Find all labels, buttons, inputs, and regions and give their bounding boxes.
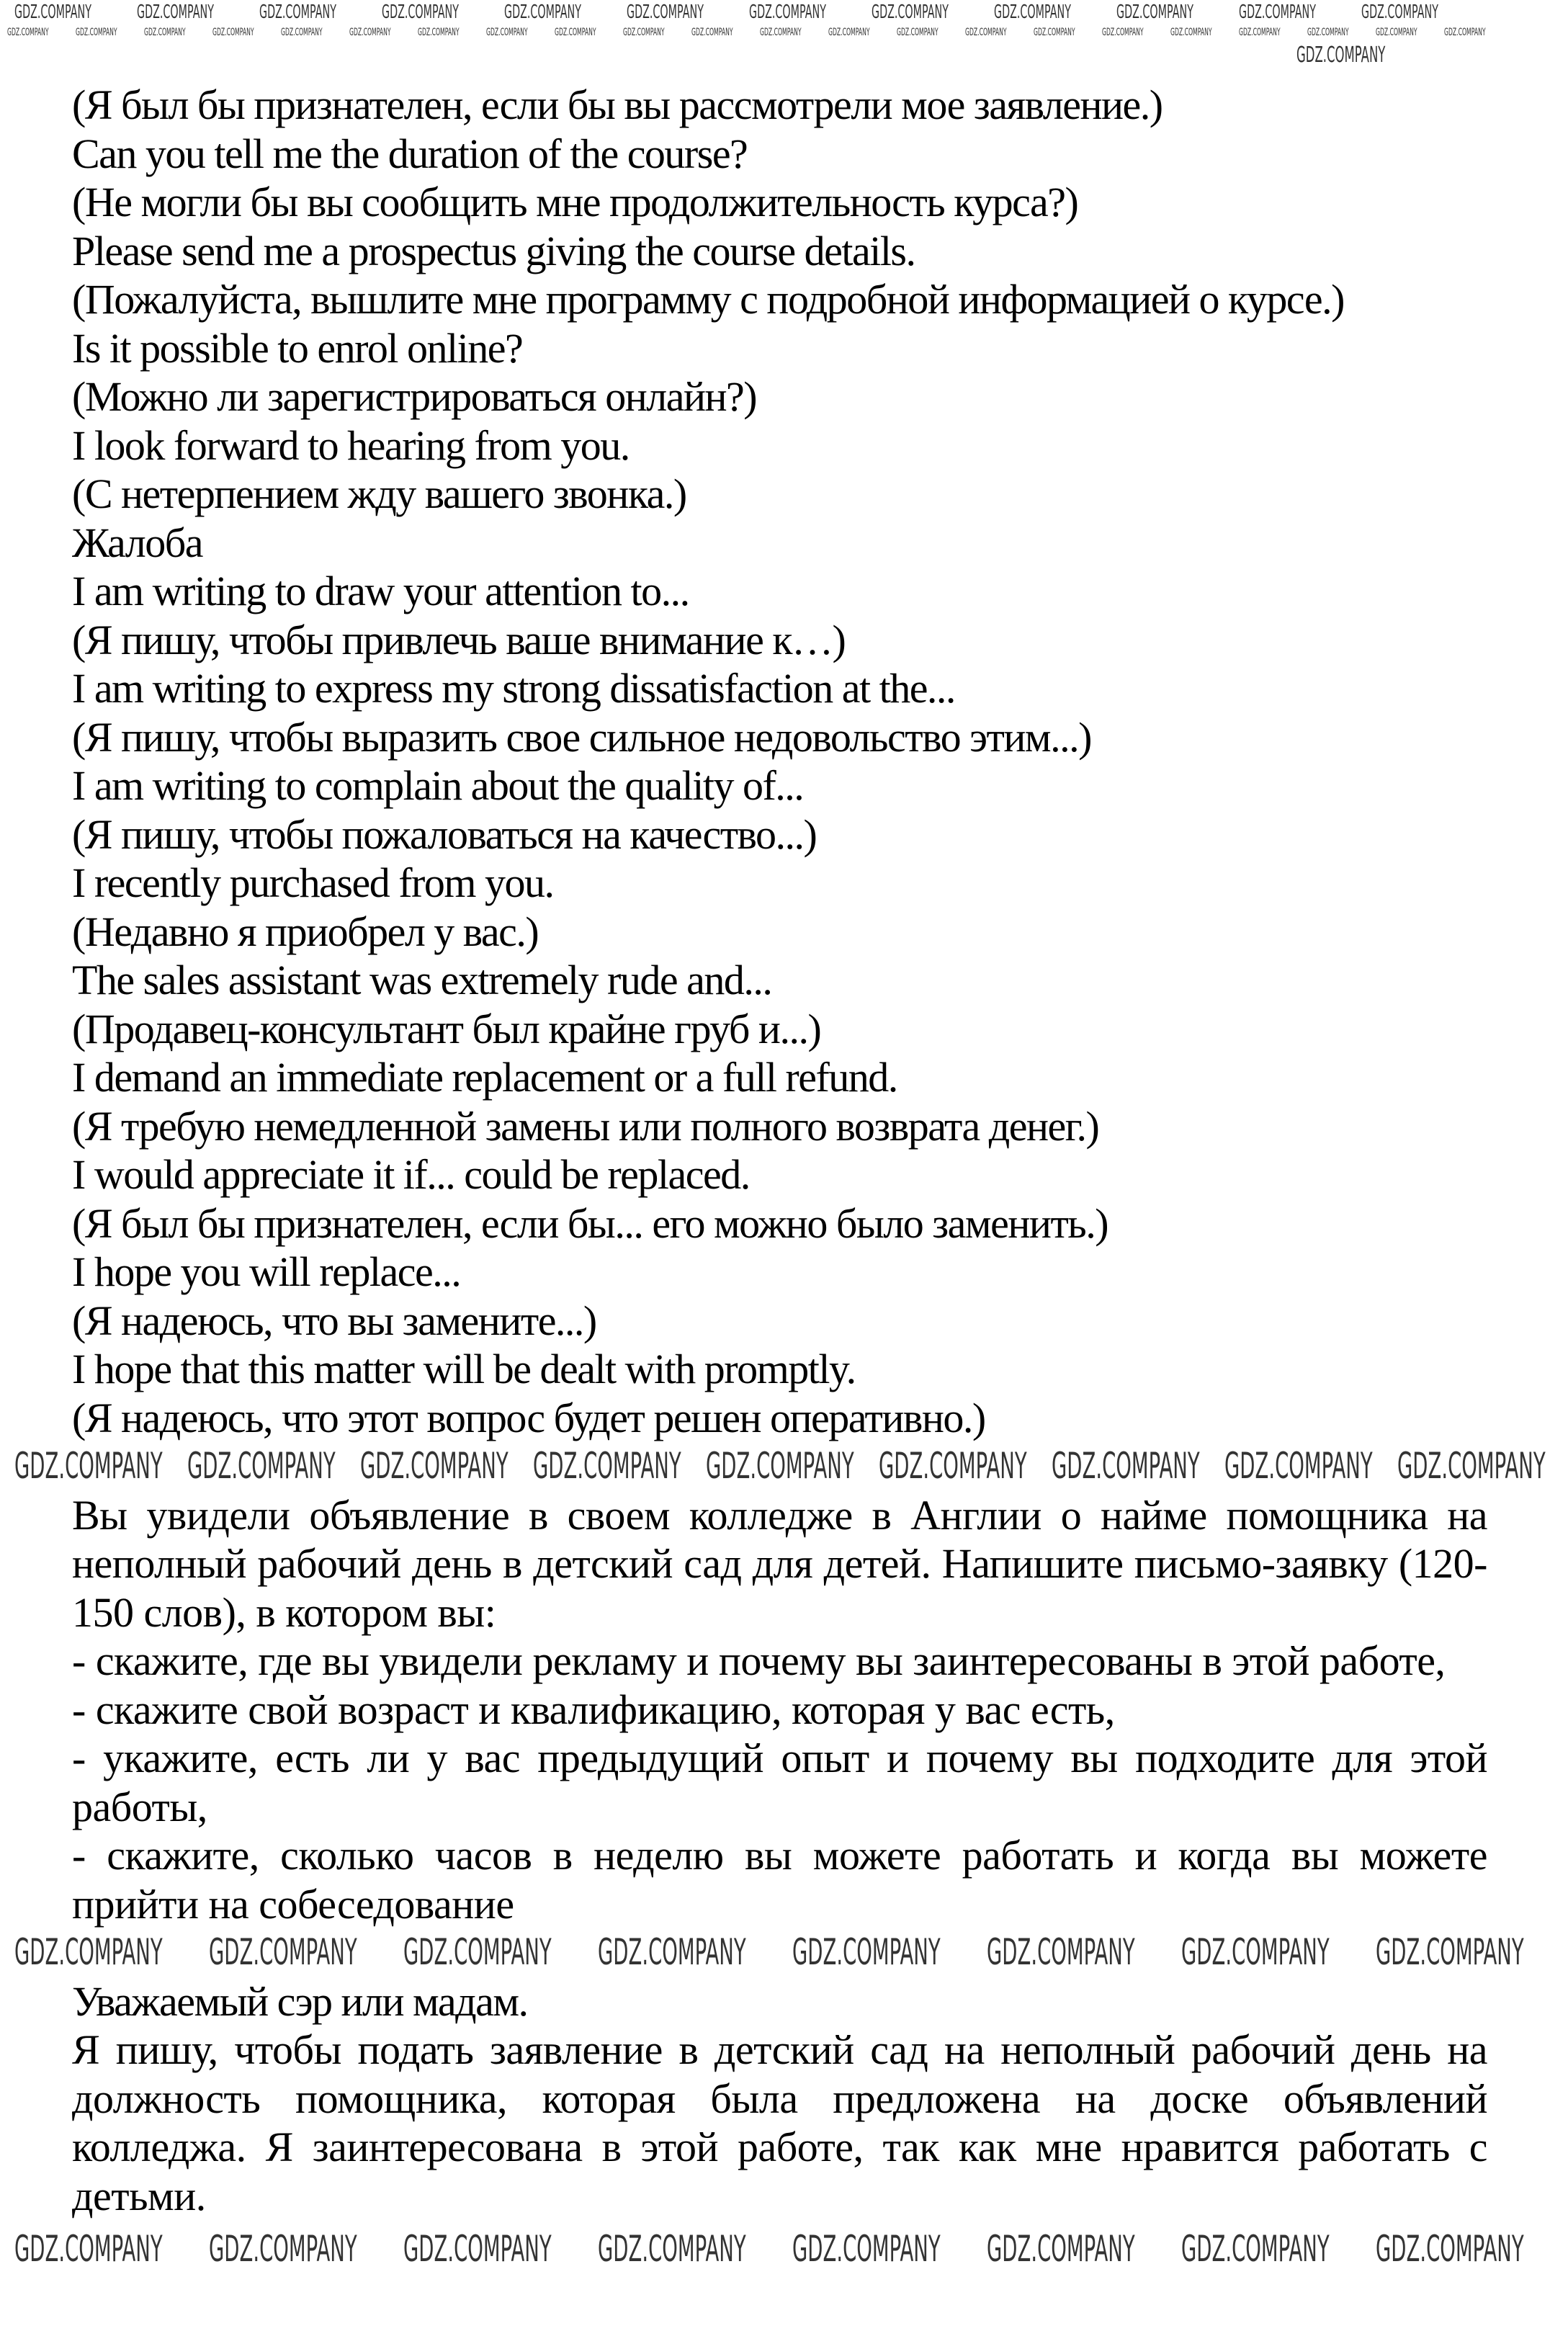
phrase-list [72,81,1487,1442]
watermark: GDZ.COMPANY [349,27,391,38]
watermark: GDZ.COMPANY [1444,27,1486,38]
watermark: GDZ.COMPANY [209,1931,357,1973]
watermark: GDZ.COMPANY [1376,27,1417,38]
phrase-line: (Я требую немедленной замены или полного возврата денег.) [72,1102,1099,1150]
watermark: GDZ.COMPANY [691,27,733,38]
phrase-line: (Я надеюсь, что вы замените...) [72,1297,596,1344]
phrase-line: I am writing to draw your attention to... [72,568,689,614]
watermark: GDZ.COMPANY [281,27,323,38]
watermark: GDZ.COMPANY [14,1931,163,1973]
phrase-line: Is it possible to enrol online? [72,324,523,372]
phrase-line: (Не могли бы вы сообщить мне продолжительность курса?) [72,179,1078,225]
watermark: GDZ.COMPANY [382,1,459,23]
watermark: GDZ.COMPANY [1170,27,1212,38]
watermark: GDZ.COMPANY [1181,2228,1330,2270]
watermark: GDZ.COMPANY [144,27,186,38]
watermark: GDZ.COMPANY [623,27,665,38]
phrase-line: I hope you will replace... [72,1248,461,1295]
watermark: GDZ.COMPANY [1239,1,1316,23]
watermark: GDZ.COMPANY [1307,27,1349,38]
watermark: GDZ.COMPANY [403,2228,552,2270]
watermark: GDZ.COMPANY [403,1931,552,1973]
watermark: GDZ.COMPANY [872,1,949,23]
phrase-line: (Я пишу, чтобы выразить свое сильное недовольство этим...) [72,713,1091,761]
letter-body: Я пишу, чтобы подать заявление в детский сад на неполный рабочий день на должность помощника, которая была предложена на доске объявлений колледжа. Я заинтересована в этой работе, так как мне нравится работать с детьми. [72,2026,1487,2219]
watermark: GDZ.COMPANY [994,1,1071,23]
phrase-line: (Я надеюсь, что этот вопрос будет решен оперативно.) [72,1394,985,1441]
watermark: GDZ.COMPANY [418,27,460,38]
watermark: GDZ.COMPANY [360,1445,509,1487]
watermark-strip [0,2220,1568,2278]
watermark: GDZ.COMPANY [209,2228,357,2270]
watermark: GDZ.COMPANY [987,2228,1135,2270]
watermark: GDZ.COMPANY [1102,27,1144,38]
watermark: GDZ.COMPANY [1181,1931,1330,1973]
task-bullet: - укажите, есть ли у вас предыдущий опыт и почему вы подходите для этой работы, [72,1735,1487,1830]
watermark: GDZ.COMPANY [1361,1,1438,23]
document-page [7,0,1546,2278]
watermark: GDZ.COMPANY [749,1,826,23]
watermark: GDZ.COMPANY [533,1445,681,1487]
watermark: GDZ.COMPANY [627,1,704,23]
phrase-line: (Я пишу, чтобы привлечь ваше внимание к…) [72,616,846,663]
watermark: GDZ.COMPANY [706,1445,854,1487]
watermark: GDZ.COMPANY [828,27,870,38]
watermark: GDZ.COMPANY [555,27,596,38]
phrase-line: I am writing to express my strong dissatisfaction at the... [72,665,955,712]
watermark-strip [0,1442,1568,1491]
phrase-line: (Пожалуйста, вышлите мне программу с подробной информацией о курсе.) [72,276,1344,323]
phrase-line: (Можно ли зарегистрироваться онлайн?) [72,373,757,420]
watermark: GDZ.COMPANY [137,1,214,23]
phrase-line: (С нетерпением жду вашего звонка.) [72,470,686,517]
watermark: GDZ.COMPANY [259,1,336,23]
watermark: GDZ.COMPANY [1052,1445,1200,1487]
watermark: GDZ.COMPANY [792,1931,941,1973]
phrase-line: (Продавец-консультант был крайне груб и...) [72,1005,821,1052]
letter-greeting: Уважаемый сэр или мадам. [72,1977,528,2025]
watermark: GDZ.COMPANY [1224,1445,1373,1487]
watermark: GDZ.COMPANY [598,1931,746,1973]
task-intro: Вы увидели объявление в своем колледже в Англии о найме помощника на неполный рабочий день в детский сад для детей. Напишите письмо-заявку (120-150 слов), в котором вы: [72,1491,1487,1636]
task-bullet: - скажите, где вы увидели рекламу и почему вы заинтересованы в этой работе, [72,1637,1446,1684]
watermark: GDZ.COMPANY [1376,1931,1524,1973]
task-bullet: - скажите свой возраст и квалификацию, которая у вас есть, [72,1686,1115,1733]
watermark: GDZ.COMPANY [879,1445,1027,1487]
watermark: GDZ.COMPANY [965,27,1007,38]
watermark: GDZ.COMPANY [1376,2228,1524,2270]
watermark: GDZ.COMPANY [1397,1445,1546,1487]
watermark: GDZ.COMPANY [14,1445,163,1487]
phrase-line: (Я пишу, чтобы пожаловаться на качество...) [72,810,817,858]
phrase-line: I would appreciate it if... could be replaced. [72,1151,750,1198]
watermark: GDZ.COMPANY [212,27,254,38]
watermark: GDZ.COMPANY [1034,27,1075,38]
phrase-line: I hope that this matter will be dealt with promptly. [72,1346,856,1392]
phrase-line: I recently purchased from you. [72,859,554,906]
watermark-strip [0,1928,1568,1977]
watermark: GDZ.COMPANY [486,27,528,38]
phrase-line: (Недавно я приобрел у вас.) [72,908,539,955]
watermark: GDZ.COMPANY [76,27,117,38]
phrase-line: The sales assistant was extremely rude and... [72,957,772,1003]
phrase-line: I am writing to complain about the quality of... [72,762,804,809]
phrase-line: I demand an immediate replacement or a full refund. [72,1054,897,1101]
phrase-line: Can you tell me the duration of the course? [72,130,748,177]
watermark: GDZ.COMPANY [1239,27,1281,38]
watermark: GDZ.COMPANY [14,2228,163,2270]
watermark: GDZ.COMPANY [1296,42,1386,68]
watermark-strip [0,0,1568,81]
watermark: GDZ.COMPANY [760,27,802,38]
watermark: GDZ.COMPANY [14,1,91,23]
phrase-line: (Я был бы признателен, если бы вы рассмотрели мое заявление.) [72,81,1162,128]
phrase-line: I look forward to hearing from you. [72,421,630,469]
watermark: GDZ.COMPANY [7,27,49,38]
phrase-line: Please send me a prospectus giving the course details. [72,227,915,274]
phrase-line: (Я был бы признателен, если бы... его можно было заменить.) [72,1199,1108,1247]
watermark: GDZ.COMPANY [987,1931,1135,1973]
watermark: GDZ.COMPANY [1116,1,1193,23]
watermark: GDZ.COMPANY [598,2228,746,2270]
task-bullet: - скажите, сколько часов в неделю вы можете работать и когда вы можете прийти на собеседование [72,1832,1487,1928]
section-heading: Жалоба [72,519,202,566]
watermark: GDZ.COMPANY [897,27,938,38]
watermark: GDZ.COMPANY [187,1445,336,1487]
watermark: GDZ.COMPANY [504,1,581,23]
watermark: GDZ.COMPANY [792,2228,941,2270]
